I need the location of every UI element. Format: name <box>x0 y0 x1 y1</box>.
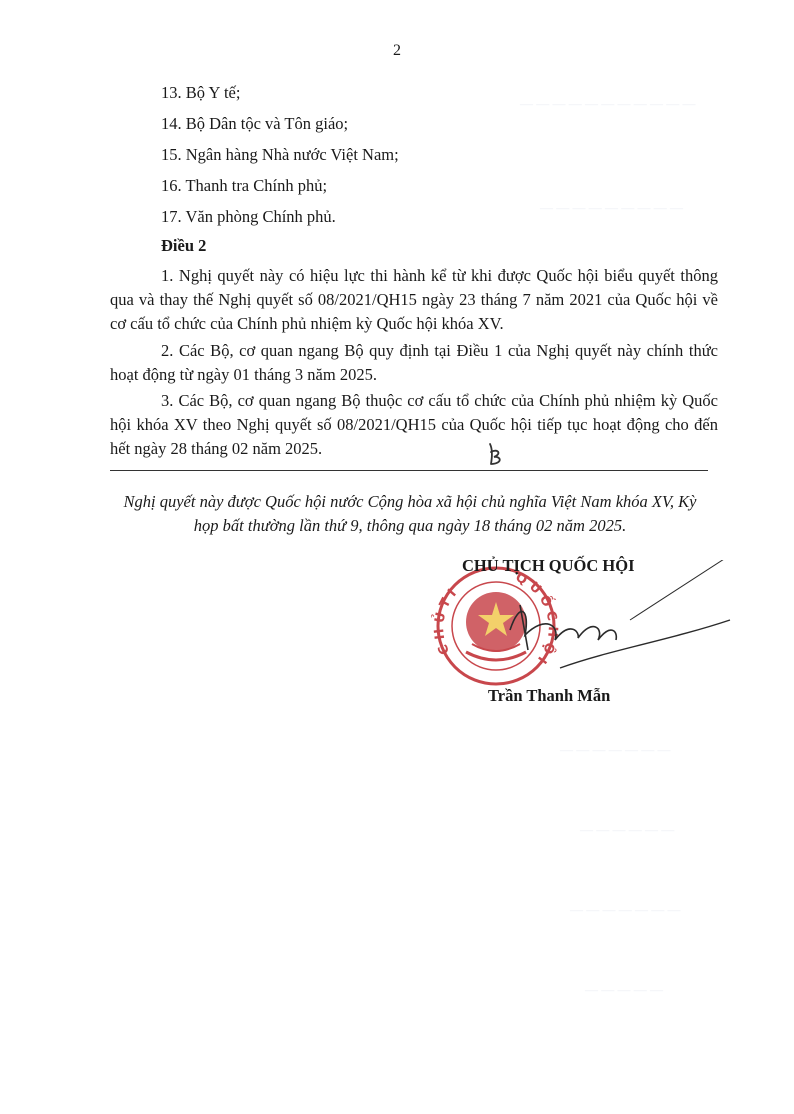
page-number: 2 <box>393 42 401 59</box>
bleed-through: — — — — — — <box>580 822 675 837</box>
article-heading: Điều 2 <box>161 236 207 255</box>
bleed-through: — — — — — — — — — — — <box>520 96 696 111</box>
list-item: 15. Ngân hàng Nhà nước Việt Nam; <box>161 145 399 164</box>
signer-name: Trần Thanh Mẫn <box>488 686 611 705</box>
list-item: 17. Văn phòng Chính phủ. <box>161 207 336 226</box>
list-item: 16. Thanh tra Chính phủ; <box>161 176 328 195</box>
seal-text-left: C H Ủ T I <box>432 586 460 657</box>
paragraph: 3. Các Bộ, cơ quan ngang Bộ thuộc cơ cấu tổ chức của Chính phủ nhiệm kỳ Quốc hội khóa XV theo Nghị quyết số 08/2021/QH15 của Quốc hội tiếp tục hoạt động cho đến hết ngày 28 tháng 02 năm 2025. <box>110 391 718 458</box>
divider <box>110 470 708 471</box>
bleed-through: — — — — — <box>585 982 663 997</box>
list-item: 13. Bộ Y tế; <box>161 83 241 102</box>
bleed-through: — — — — — — — <box>560 742 671 757</box>
paragraph: 1. Nghị quyết này có hiệu lực thi hành kể từ khi được Quốc hội biểu quyết thông qua và thay thế Nghị quyết số 08/2021/QH15 ngày 23 tháng 7 năm 2021 của Quốc hội về cơ cấu tổ chức của Chính phủ nhiệm kỳ Quốc hội khóa XV. <box>110 266 718 333</box>
seal-text-right: Q U Ố C H Ộ I <box>513 570 560 667</box>
list-item: 14. Bộ Dân tộc và Tôn giáo; <box>161 114 349 133</box>
bleed-through: — — — — — — — — — <box>540 200 683 215</box>
handwritten-mark <box>486 440 510 468</box>
signer-title: CHỦ TỊCH QUỐC HỘI <box>462 556 635 575</box>
paragraph: 2. Các Bộ, cơ quan ngang Bộ quy định tại Điều 1 của Nghị quyết này chính thức hoạt động từ ngày 01 tháng 3 năm 2025. <box>110 341 718 384</box>
adoption-note: Nghị quyết này được Quốc hội nước Cộng hòa xã hội chủ nghĩa Việt Nam khóa XV, Kỳ họp bất thường lần thứ 9, thông qua ngày 18 tháng 02 năm 2025. <box>123 492 697 535</box>
bleed-through: — — — — — — — <box>570 902 681 917</box>
handwritten-signature <box>500 560 740 680</box>
